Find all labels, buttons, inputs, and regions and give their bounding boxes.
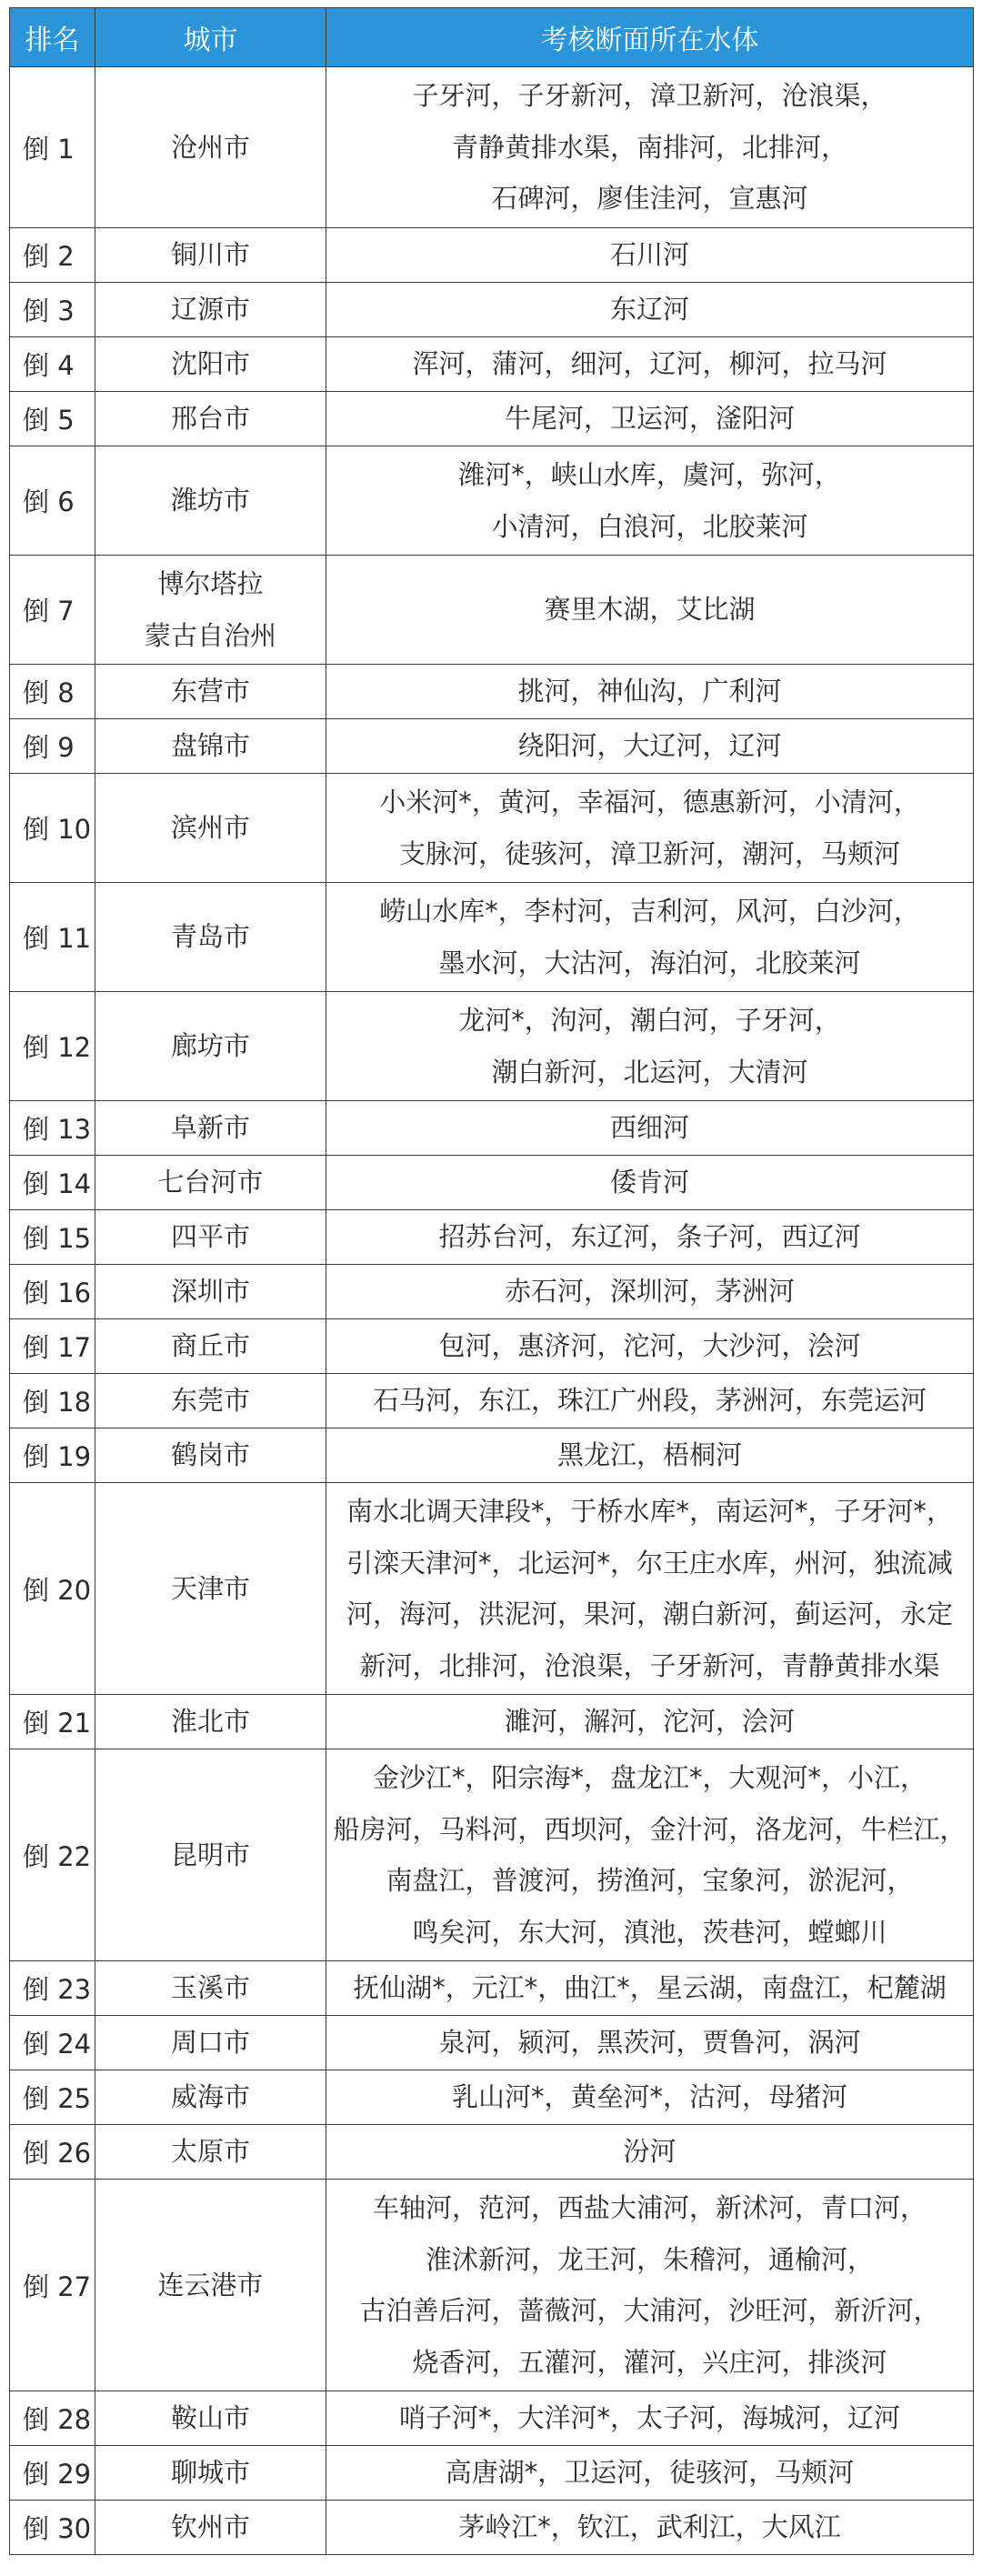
city-cell bbox=[95, 883, 326, 992]
water-body-line: 金沙江*，阳宗海*，盘龙江*，大观河*，小江， bbox=[372, 1762, 927, 1793]
table-row bbox=[10, 2391, 974, 2446]
city-name-line: 聊城市 bbox=[170, 2457, 250, 2489]
table-row bbox=[10, 719, 974, 774]
rank-cell: 倒 30 bbox=[10, 2501, 95, 2555]
water-body-line: 潮白新河，北运河，大清河 bbox=[491, 1056, 808, 1088]
water-body-cell bbox=[326, 1749, 974, 1961]
city-cell bbox=[95, 67, 326, 228]
city-cell bbox=[95, 446, 326, 556]
water-body-line: 新河，北排河，沧浪渠，子牙新河，青静黄排水渠 bbox=[359, 1649, 940, 1681]
water-body-cell bbox=[326, 2016, 974, 2070]
table-row bbox=[10, 1374, 974, 1428]
water-body-line: 车轴河，范河，西盐大浦河，新沭河，青口河， bbox=[372, 2192, 927, 2223]
city-name-line: 沧州市 bbox=[170, 131, 250, 163]
water-body-cell bbox=[326, 446, 974, 556]
header-row bbox=[10, 8, 974, 67]
rank-cell: 倒 4 bbox=[10, 337, 95, 392]
rank-cell: 倒 11 bbox=[10, 883, 95, 992]
water-body-line: 潍河*，峡山水库，虞河，弥河， bbox=[458, 459, 841, 490]
water-body-cell bbox=[326, 392, 974, 446]
table-row bbox=[10, 1961, 974, 2016]
water-body-cell bbox=[326, 1483, 974, 1695]
table-row bbox=[10, 1156, 974, 1210]
water-body-line: 赛里木湖，艾比湖 bbox=[544, 594, 756, 626]
city-name-line: 周口市 bbox=[170, 2027, 250, 2059]
table-row bbox=[10, 1319, 974, 1374]
table-row bbox=[10, 1749, 974, 1961]
water-body-cell bbox=[326, 665, 974, 719]
water-body-line: 引滦天津河*，北运河*，尔王庄水库，州河，独流减 bbox=[346, 1547, 953, 1579]
rank-cell: 倒 12 bbox=[10, 992, 95, 1101]
water-body-line: 石马河，东江，珠江广州段，茅洲河，东莞运河 bbox=[372, 1385, 927, 1417]
table-row bbox=[10, 2446, 974, 2501]
city-cell bbox=[95, 2446, 326, 2501]
water-body-line: 挑河，神仙沟，广利河 bbox=[517, 676, 782, 707]
rank-cell: 倒 26 bbox=[10, 2125, 95, 2180]
rank-cell: 倒 24 bbox=[10, 2016, 95, 2070]
city-name-line: 东莞市 bbox=[170, 1385, 250, 1417]
city-name-line: 四平市 bbox=[170, 1221, 250, 1253]
water-body-line: 烧香河，五灌河，灌河，兴庄河，排淡河 bbox=[412, 2346, 887, 2378]
water-body-line: 倭肯河 bbox=[609, 1167, 689, 1198]
water-body-cell bbox=[326, 1695, 974, 1749]
city-cell bbox=[95, 2125, 326, 2180]
city-name-line: 威海市 bbox=[170, 2081, 250, 2113]
water-body-cell bbox=[326, 1428, 974, 1483]
city-name-line: 沈阳市 bbox=[170, 348, 250, 380]
city-cell bbox=[95, 1319, 326, 1374]
water-body-cell bbox=[326, 2070, 974, 2125]
table-row bbox=[10, 392, 974, 446]
city-name-line: 邢台市 bbox=[170, 403, 250, 435]
city-cell bbox=[95, 392, 326, 446]
water-body-cell bbox=[326, 1101, 974, 1156]
water-body-line: 崂山水库*，李村河，吉利河，风河，白沙河， bbox=[379, 896, 920, 927]
water-body-cell bbox=[326, 774, 974, 883]
rank-cell: 倒 17 bbox=[10, 1319, 95, 1374]
table-row bbox=[10, 1695, 974, 1749]
water-body-cell bbox=[326, 2180, 974, 2391]
city-cell bbox=[95, 1156, 326, 1210]
rank-cell: 倒 19 bbox=[10, 1428, 95, 1483]
water-body-line: 南盘江，普渡河，捞渔河，宝象河，淤泥河， bbox=[386, 1865, 914, 1896]
city-name-line: 东营市 bbox=[170, 676, 250, 707]
water-body-line: 牛尾河，卫运河，滏阳河 bbox=[504, 403, 795, 435]
table-row bbox=[10, 2070, 974, 2125]
city-cell bbox=[95, 1483, 326, 1695]
city-cell bbox=[95, 556, 326, 665]
city-cell bbox=[95, 1695, 326, 1749]
city-cell bbox=[95, 1265, 326, 1319]
city-name-line: 鞍山市 bbox=[170, 2402, 250, 2434]
table-row bbox=[10, 556, 974, 665]
water-body-line: 淮沭新河，龙王河，朱稽河，通榆河， bbox=[425, 2243, 874, 2275]
table-row bbox=[10, 1265, 974, 1319]
city-cell bbox=[95, 992, 326, 1101]
water-body-cell bbox=[326, 2501, 974, 2555]
city-cell bbox=[95, 337, 326, 392]
table-row bbox=[10, 665, 974, 719]
rank-cell: 倒 28 bbox=[10, 2391, 95, 2446]
rank-cell: 倒 22 bbox=[10, 1749, 95, 1961]
city-name-line: 深圳市 bbox=[170, 1276, 250, 1308]
water-body-line: 茅岭江*，钦江，武利江，大风江 bbox=[458, 2511, 841, 2543]
table-row bbox=[10, 283, 974, 337]
water-body-cell bbox=[326, 1961, 974, 2016]
rank-cell: 倒 27 bbox=[10, 2180, 95, 2391]
water-body-cell bbox=[326, 1374, 974, 1428]
rank-cell: 倒 29 bbox=[10, 2446, 95, 2501]
rank-cell: 倒 15 bbox=[10, 1210, 95, 1265]
header-city: 城市 bbox=[95, 8, 326, 67]
city-cell bbox=[95, 719, 326, 774]
city-name-line: 博尔塔拉 bbox=[157, 568, 264, 599]
rank-cell: 倒 1 bbox=[10, 67, 95, 228]
water-body-line: 小清河，白浪河，北胶莱河 bbox=[491, 510, 808, 542]
table-row bbox=[10, 337, 974, 392]
city-name-line: 淮北市 bbox=[170, 1706, 250, 1738]
water-body-line: 青静黄排水渠，南排河，北排河， bbox=[451, 131, 847, 163]
water-body-cell bbox=[326, 992, 974, 1101]
city-name-line: 潍坊市 bbox=[170, 485, 250, 516]
rank-cell: 倒 3 bbox=[10, 283, 95, 337]
rank-cell: 倒 2 bbox=[10, 228, 95, 283]
city-name-line: 商丘市 bbox=[170, 1330, 250, 1362]
water-body-line: 石碑河，廖佳洼河，宣惠河 bbox=[491, 183, 808, 215]
water-body-line: 赤石河，深圳河，茅洲河 bbox=[504, 1276, 795, 1308]
city-cell bbox=[95, 2501, 326, 2555]
table-row bbox=[10, 2180, 974, 2391]
city-name-line: 七台河市 bbox=[157, 1167, 264, 1198]
water-body-cell bbox=[326, 719, 974, 774]
header-water-body: 考核断面所在水体 bbox=[326, 8, 974, 67]
city-cell bbox=[95, 1210, 326, 1265]
city-name-line: 阜新市 bbox=[170, 1112, 250, 1144]
water-body-line: 东辽河 bbox=[609, 294, 689, 326]
water-body-cell bbox=[326, 2391, 974, 2446]
rank-cell: 倒 20 bbox=[10, 1483, 95, 1695]
water-body-line: 招苏台河，东辽河，条子河，西辽河 bbox=[438, 1221, 861, 1253]
table-row bbox=[10, 992, 974, 1101]
city-cell bbox=[95, 2391, 326, 2446]
water-body-cell bbox=[326, 2125, 974, 2180]
water-body-line: 浑河，蒲河，细河，辽河，柳河，拉马河 bbox=[412, 348, 887, 380]
water-body-line: 支脉河，徒骇河，漳卫新河，潮河，马颊河 bbox=[398, 837, 900, 869]
city-name-line: 滨州市 bbox=[170, 812, 250, 844]
water-body-cell bbox=[326, 67, 974, 228]
water-body-line: 绕阳河，大辽河，辽河 bbox=[517, 730, 782, 762]
table-row bbox=[10, 446, 974, 556]
rank-cell: 倒 25 bbox=[10, 2070, 95, 2125]
city-cell bbox=[95, 2070, 326, 2125]
water-body-line: 濉河，澥河，沱河，浍河 bbox=[504, 1706, 795, 1738]
table-row bbox=[10, 1210, 974, 1265]
water-body-line: 高唐湖*，卫运河，徒骇河，马颊河 bbox=[445, 2457, 855, 2489]
city-name-line: 青岛市 bbox=[170, 921, 250, 953]
water-body-cell bbox=[326, 556, 974, 665]
rank-cell: 倒 16 bbox=[10, 1265, 95, 1319]
city-cell bbox=[95, 1374, 326, 1428]
water-body-cell bbox=[326, 228, 974, 283]
water-body-line: 墨水河，大沽河，海泊河，北胶莱河 bbox=[438, 947, 861, 978]
rank-cell: 倒 5 bbox=[10, 392, 95, 446]
header-rank: 排名 bbox=[10, 8, 95, 67]
rank-cell: 倒 13 bbox=[10, 1101, 95, 1156]
city-name-line: 盘锦市 bbox=[170, 730, 250, 762]
city-name-line: 廊坊市 bbox=[170, 1030, 250, 1062]
table-row bbox=[10, 2125, 974, 2180]
ranking-table bbox=[9, 7, 974, 2555]
water-body-line: 南水北调天津段*，于桥水库*，南运河*，子牙河*， bbox=[346, 1496, 953, 1527]
city-name-line: 连云港市 bbox=[157, 2269, 264, 2300]
table-row bbox=[10, 774, 974, 883]
city-name-line: 天津市 bbox=[170, 1572, 250, 1604]
rank-cell: 倒 9 bbox=[10, 719, 95, 774]
table-row bbox=[10, 1101, 974, 1156]
rank-cell: 倒 10 bbox=[10, 774, 95, 883]
city-cell bbox=[95, 2180, 326, 2391]
table-row bbox=[10, 228, 974, 283]
water-body-cell bbox=[326, 2446, 974, 2501]
city-cell bbox=[95, 665, 326, 719]
rank-cell: 倒 8 bbox=[10, 665, 95, 719]
city-cell bbox=[95, 283, 326, 337]
water-body-line: 汾河 bbox=[623, 2136, 676, 2168]
water-body-line: 西细河 bbox=[609, 1112, 689, 1144]
rank-cell: 倒 23 bbox=[10, 1961, 95, 2016]
rank-cell: 倒 14 bbox=[10, 1156, 95, 1210]
water-body-cell bbox=[326, 883, 974, 992]
water-body-line: 河，海河，洪泥河，果河，潮白新河，蓟运河，永定 bbox=[346, 1599, 953, 1629]
city-cell bbox=[95, 1428, 326, 1483]
table-row bbox=[10, 1483, 974, 1695]
table-row bbox=[10, 2501, 974, 2555]
city-name-line: 玉溪市 bbox=[170, 1972, 250, 2004]
table-body bbox=[10, 67, 974, 2555]
city-name-line: 辽源市 bbox=[170, 294, 250, 326]
city-cell bbox=[95, 1101, 326, 1156]
water-body-line: 泉河，颍河，黑茨河，贾鲁河，涡河 bbox=[438, 2027, 861, 2059]
rank-cell: 倒 18 bbox=[10, 1374, 95, 1428]
rank-cell: 倒 6 bbox=[10, 446, 95, 556]
water-body-cell bbox=[326, 337, 974, 392]
table-row bbox=[10, 1428, 974, 1483]
rank-cell: 倒 21 bbox=[10, 1695, 95, 1749]
water-body-cell bbox=[326, 1319, 974, 1374]
city-name-line: 昆明市 bbox=[170, 1839, 250, 1870]
ranking-table-container bbox=[9, 7, 973, 2555]
water-body-cell bbox=[326, 1210, 974, 1265]
rank-cell: 倒 7 bbox=[10, 556, 95, 665]
water-body-line: 鸣矣河，东大河，滇池，茨巷河，螳螂川 bbox=[412, 1916, 887, 1948]
water-body-line: 龙河*，泃河，潮白河，子牙河， bbox=[458, 1005, 841, 1036]
city-name-line: 太原市 bbox=[170, 2136, 250, 2168]
water-body-line: 小米河*，黄河，幸福河，德惠新河，小清河， bbox=[379, 787, 920, 817]
city-name-line: 钦州市 bbox=[170, 2511, 250, 2543]
water-body-cell bbox=[326, 1156, 974, 1210]
water-body-line: 哨子河*，大洋河*，太子河，海城河，辽河 bbox=[398, 2402, 900, 2434]
city-cell bbox=[95, 1749, 326, 1961]
table-row bbox=[10, 67, 974, 228]
water-body-line: 古泊善后河，蔷薇河，大浦河，沙旺河，新沂河， bbox=[359, 2295, 940, 2326]
city-cell bbox=[95, 2016, 326, 2070]
table-row bbox=[10, 883, 974, 992]
water-body-line: 乳山河*，黄垒河*，沽河，母猪河 bbox=[451, 2081, 847, 2113]
table-header bbox=[10, 8, 974, 67]
water-body-cell bbox=[326, 283, 974, 337]
city-name-line: 铜川市 bbox=[170, 239, 250, 271]
city-cell bbox=[95, 774, 326, 883]
water-body-line: 抚仙湖*，元江*，曲江*，星云湖，南盘江，杞麓湖 bbox=[353, 1972, 947, 2004]
city-name-line: 鹤岗市 bbox=[170, 1439, 250, 1471]
city-cell bbox=[95, 1961, 326, 2016]
city-cell bbox=[95, 228, 326, 283]
water-body-line: 子牙河，子牙新河，漳卫新河，沧浪渠， bbox=[412, 80, 887, 112]
city-name-line: 蒙古自治州 bbox=[144, 619, 276, 651]
water-body-cell bbox=[326, 1265, 974, 1319]
water-body-line: 包河，惠济河，沱河，大沙河，浍河 bbox=[438, 1330, 861, 1362]
water-body-line: 船房河，马料河，西坝河，金汁河，洛龙河，牛栏江， bbox=[333, 1813, 967, 1845]
water-body-line: 黑龙江，梧桐河 bbox=[556, 1439, 742, 1471]
table-row bbox=[10, 2016, 974, 2070]
water-body-line: 石川河 bbox=[609, 239, 689, 271]
